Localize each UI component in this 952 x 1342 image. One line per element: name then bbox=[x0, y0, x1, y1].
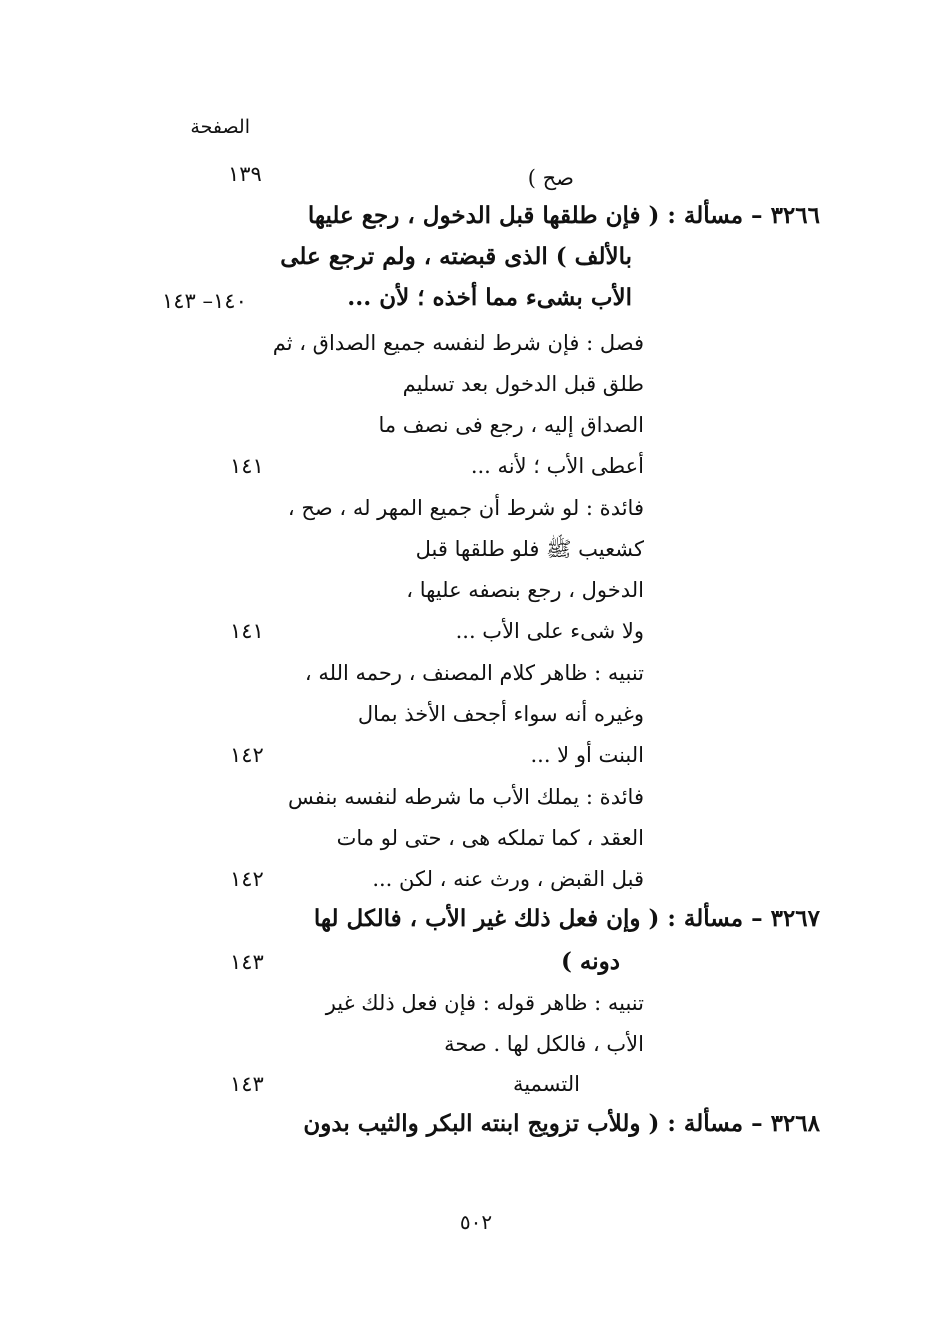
page-reference: ١٤١ bbox=[230, 619, 264, 643]
page-column-header: الصفحة bbox=[190, 116, 250, 138]
tanbih-text: البنت أو لا ... bbox=[530, 743, 644, 767]
masala-heading: ٣٢٦٦ – مسألة : ( فإن طلقها قبل الدخول ، رجع عليها bbox=[307, 202, 820, 229]
page-reference: ١٤٠– ١٤٣ bbox=[162, 289, 247, 313]
fasl-text: أعطى الأب ؛ لأنه ... bbox=[470, 454, 644, 478]
page-reference: ١٤٣ bbox=[230, 950, 264, 974]
masala-text: بالألف ) الذى قبضته ، ولم ترجع على bbox=[280, 243, 632, 270]
tanbih-text: تنبيه : ظاهر قوله : فإن فعل ذلك غير bbox=[325, 991, 644, 1015]
tanbih-text: تنبيه : ظاهر كلام المصنف ، رحمه الله ، bbox=[304, 661, 644, 685]
fasl-text: فصل : فإن شرط لنفسه جميع الصداق ، ثم bbox=[272, 331, 644, 355]
entry-text: صح ) bbox=[527, 166, 574, 190]
page-reference: ١٤٢ bbox=[230, 867, 264, 891]
page-reference: ١٤٣ bbox=[230, 1072, 264, 1096]
faida-text: العقد ، كما تملكه هى ، حتى لو مات bbox=[336, 826, 644, 850]
page-reference: ١٤١ bbox=[230, 454, 264, 478]
masala-heading: ٣٢٦٧ – مسألة : ( وإن فعل ذلك غير الأب ، فالكل لها bbox=[313, 905, 820, 932]
masala-text: الأب بشىء مما أخذه ؛ لأن ... bbox=[347, 284, 632, 311]
faida-text: كشعيب ﷺ فلو طلقها قبل bbox=[415, 537, 644, 561]
faida-text: الدخول ، رجع بنصفه عليها ، bbox=[406, 578, 644, 602]
faida-text: فائدة : لو شرط أن جميع المهر له ، صح ، bbox=[287, 496, 644, 520]
page-number: ٥٠٢ bbox=[459, 1210, 493, 1234]
tanbih-text: وغيره أنه سواء أجحف الأخذ بمال bbox=[357, 702, 644, 726]
masala-heading: ٣٢٦٨ – مسألة : ( وللأب تزويج ابنته البكر والثيب بدون bbox=[303, 1110, 820, 1137]
tanbih-text: الأب ، فالكل لها . صحة bbox=[444, 1032, 644, 1056]
page-reference: ١٤٢ bbox=[230, 743, 264, 767]
faida-text: قبل القبض ، ورث عنه ، لكن ... bbox=[372, 867, 644, 891]
page-reference: ١٣٩ bbox=[228, 162, 262, 186]
fasl-text: طلق قبل الدخول بعد تسليم bbox=[402, 372, 644, 396]
faida-text: فائدة : يملك الأب ما شرطه لنفسه بنفس bbox=[287, 785, 644, 809]
tanbih-text: التسمية bbox=[512, 1072, 580, 1096]
faida-text: ولا شىء على الأب ... bbox=[455, 619, 644, 643]
fasl-text: الصداق إليه ، رجع فى نصف ما bbox=[378, 413, 644, 437]
masala-text: دونه ) bbox=[561, 948, 620, 975]
